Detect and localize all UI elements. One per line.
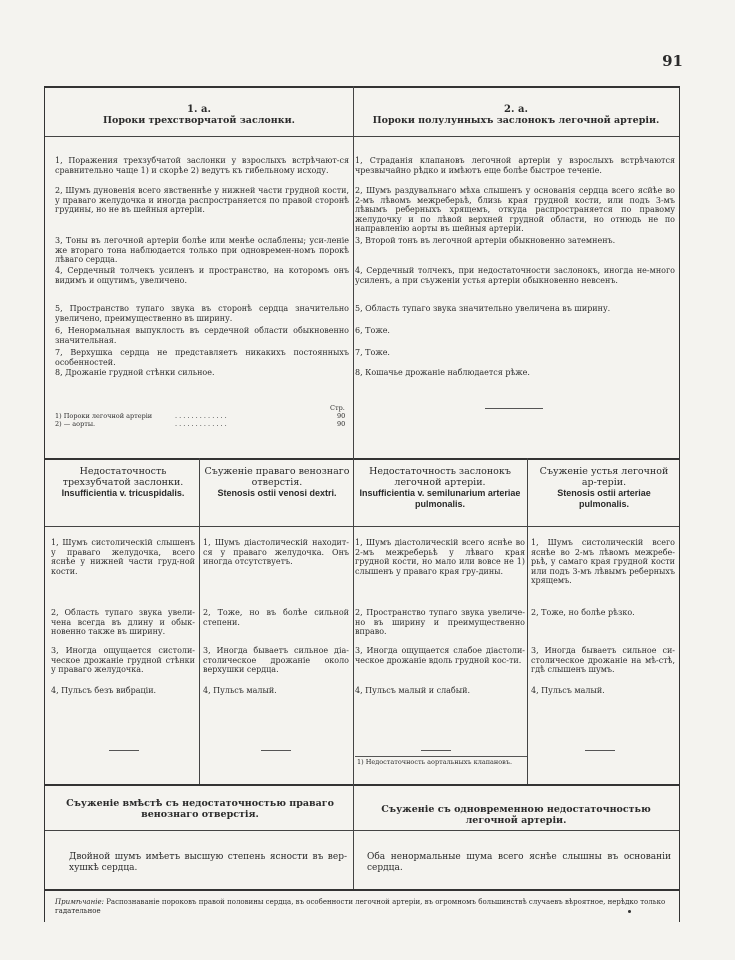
note-label: Примѣчаніе: (55, 898, 104, 906)
stray-mark (628, 910, 631, 913)
table-frame (44, 86, 680, 922)
s3-left-header (53, 798, 347, 820)
s1-left-item: 4, Сердечный толчекъ усиленъ и пространство, на которомъ онъ видимъ и ощутимъ, увеличено. (55, 266, 349, 285)
s2-col3-item: 2, Пространство тупаго звука увеличе-но въ ширину и преимущественно вправо. (355, 608, 525, 637)
footnote-dots: . . . . . . . . . . . . . (175, 412, 227, 420)
separator-line (485, 408, 543, 409)
s2-col4-item: 1, Шумъ систолическій всего яснѣе во 2-мъ лѣвомъ межребе-рьѣ, у самаго края грудной кости или подъ 3-мъ лѣвымъ реберныхъ хрящемъ. (531, 538, 675, 586)
s2-col2-item: 2, Тоже, но въ болѣе сильной степени. (203, 608, 349, 627)
s2-col3-item: 3, Иногда ощущается слабое діастоли-ческое дрожаніе вдоль грудной кос-ти. (355, 646, 525, 665)
section1-left-header (51, 104, 347, 126)
page-number: 91 (662, 52, 683, 70)
s1-left-item: 6, Ненормальная выпуклость въ сердечной области обыкновенно значительная. (55, 326, 349, 345)
note-text: Распознаваніе пороковъ правой половины сердца, въ особенности легочной артеріи, въ огромномъ большинствѣ случаевъ вѣроятное, нерѣдко только гадательное (55, 898, 666, 915)
s2-col1-item: 1, Шумъ систолическій слышенъ у праваго желудочка, всего яснѣе у нижней части груд-ной кости. (51, 538, 195, 576)
s1-left-item: 7, Верхушка сердца не представляетъ никакихъ постоянныхъ особенностей. (55, 348, 349, 367)
s2-col2-title: Съуженіе праваго венознаго отверстія. (204, 466, 350, 488)
section1-left-title: Пороки трехстворчатой заслонки. (103, 115, 295, 126)
s1-right-item: 5, Область тупаго звука значительно увеличена въ ширину. (355, 304, 611, 313)
s1-footnote-head: Стр. (330, 404, 345, 412)
footnote-dots: . . . . . . . . . . . . . (175, 420, 227, 428)
s2-col4-item: 4, Пульсъ малый. (531, 686, 605, 695)
s2-col3-item: 4, Пульсъ малый и слабый. (355, 686, 470, 695)
separator-line (109, 750, 139, 751)
s2-col1-header (49, 466, 197, 499)
s1-left-item: 5, Пространство тупаго звука въ сторонѣ сердца значительно увеличено, преимущественно въ ширину. (55, 304, 349, 323)
s2-col2-item: 1, Шумъ діастолическій находит-ся у праваго желудочка. Онъ иногда отсутствуетъ. (203, 538, 349, 567)
s1-right-item: 8, Кошачье дрожаніе наблюдается рѣже. (355, 368, 530, 377)
s1-left-item: 3, Тоны въ легочной артеріи болѣе или менѣе ослаблены; уси-леніе же втораго тона наблюдается только при одновремен-номъ порокѣ лѣваго сердца. (55, 236, 349, 265)
s2-col4-title: Съуженіе устья легочной ар-теріи. (539, 466, 669, 488)
s2-col2-latin: Stenosis ostii venosi dextri. (217, 488, 337, 498)
section1-right-title: Пороки полулунныхъ заслонокъ легочной артеріи. (372, 115, 660, 126)
separator-line (261, 750, 291, 751)
s2-col4-latin: Stenosis ostii arteriae pulmonalis. (557, 488, 651, 509)
section1-right-number: 2. a. (504, 104, 528, 115)
s1-right-item: 1, Страданія клапановъ легочной артеріи у взрослыхъ встрѣчаются чрезвычайно рѣдко и имѣютъ еще болѣе быстрое теченіе. (355, 156, 675, 175)
s1-left-item: 2, Шумъ дуновенія всего явственнѣе у нижней части грудной кости, у праваго желудочка и иногда распространяется по правой сторонѣ грудины, но не въ шейныя артеріи. (55, 186, 349, 215)
s1-left-item: 8, Дрожаніе грудной стѣнки сильное. (55, 368, 215, 377)
s2-col3-footnote: 1) Недостаточность аортальныхъ клапановъ. (357, 758, 513, 766)
s2-col1-title: Недостаточность трехзубчатой заслонки. (62, 466, 184, 488)
s2-col3-item: 1, Шумъ діастолическій всего яснѣе во 2-мъ межреберьѣ у лѣваго края грудной кости, но мало или вовсе не 1) слышенъ у праваго края гру-дины. (355, 538, 525, 576)
s3-right-title: Съуженіе съ одновременною недостаточностью легочной артеріи. (381, 804, 651, 826)
s1-right-item: 7, Тоже. (355, 348, 390, 357)
s3-right-text: Оба ненормальные шума всего яснѣе слышны въ основаніи сердца. (367, 852, 671, 873)
s1-left-item: 1, Поражения трехзубчатой заслонки у взрослыхъ встрѣчают-ся сравнительно чаще 1) и скорѣе 2) ведутъ къ гибельному исходу. (55, 156, 349, 175)
separator-line (585, 750, 615, 751)
s1-footnote-row (55, 420, 349, 428)
footnote-page: 90 (337, 420, 346, 428)
footnote-label: 1) Пороки легочной артеріи (55, 412, 153, 420)
s1-right-item: 6, Тоже. (355, 326, 390, 335)
s2-col2-item: 3, Иногда бываетъ сильное діа-столическое дрожаніе около верхушки сердца. (203, 646, 349, 675)
s1-right-item: 2, Шумъ раздувальнаго мѣха слышенъ у основанія сердца всего ясйѣе во 2-мъ лѣвомъ межреберьѣ, близь края грудной кости, или подъ 3-мъ лѣвымъ реберныхъ хрящемъ, откуда распространяется по правому желудочку и по лѣвой верхней грудной области, но отнюдь не по направленію аорты въ шейныя артеріи. (355, 186, 675, 234)
section1-right-header (359, 104, 673, 126)
s2-col2-item: 4, Пульсъ малый. (203, 686, 277, 695)
s2-col1-item: 3, Иногда ощущается систоли-ческое дрожаніе грудной стѣнки у праваго желудочка. (51, 646, 195, 675)
section1-left-number: 1. a. (187, 104, 211, 115)
s2-col1-item: 4, Пульсъ безъ вибраціи. (51, 686, 157, 695)
s2-col2-header (203, 466, 351, 499)
s1-right-item: 4, Сердечный толчекъ, при недостаточности заслонокъ, иногда не-много усиленъ, а при съуженіи устья артеріи обыкновенно невсенъ. (355, 266, 675, 285)
s2-col1-latin: Insufficientia v. tricuspidalis. (61, 488, 185, 498)
s2-col4-header (531, 466, 677, 510)
s1-right-item: 3, Второй тонъ въ легочной артеріи обыкновенно затемненъ. (355, 236, 616, 245)
footnote-label: 2) — аорты. (55, 420, 96, 428)
bottom-note (55, 898, 671, 916)
s2-col4-item: 3, Иногда бываетъ сильное си-столическое дрожаніе на мѣ-стѣ, гдѣ слышенъ шумъ. (531, 646, 675, 675)
s2-col3-title: Недостаточность заслонокъ легочной артеріи. (369, 466, 511, 488)
s3-right-header (359, 804, 673, 826)
s2-col3-latin: Insufficientia v. semilunarium arteriae pulmonalis. (359, 488, 521, 509)
separator-line (421, 750, 451, 751)
s2-col3-header (355, 466, 525, 510)
s2-col1-item: 2, Область тупаго звука увели-чена всегда въ длину и обык-новенно также въ ширину. (51, 608, 195, 637)
s3-left-title: Съуженіе вмѣстѣ съ недостаточностью праваго венознаго отверстія. (66, 798, 334, 820)
s2-col4-item: 2, Тоже, но болѣе рѣзко. (531, 608, 635, 617)
footnote-page: 90 (337, 412, 346, 420)
s3-left-text: Двойной шумъ имѣетъ высшую степень ясности въ вер-хушкѣ сердца. (69, 852, 347, 873)
s2-col3-footnote-rule (355, 756, 527, 757)
s1-footnote-row (55, 412, 349, 420)
